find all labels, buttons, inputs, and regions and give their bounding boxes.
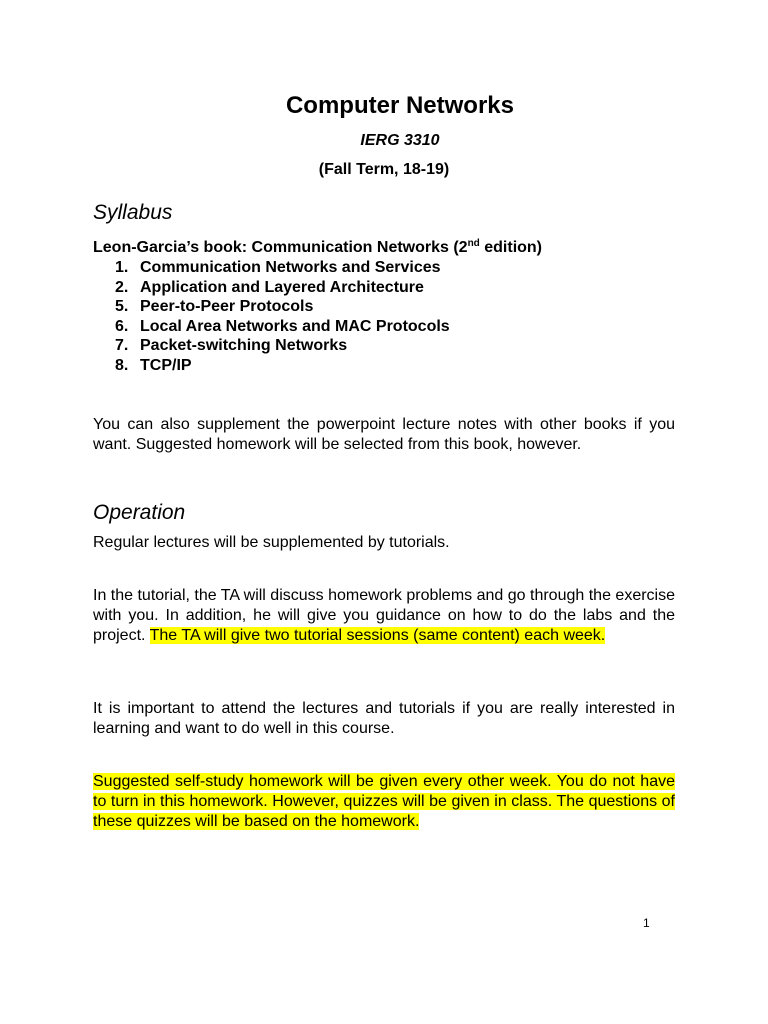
chapter-number: 8. <box>115 356 129 374</box>
list-item <box>115 258 450 278</box>
operation-heading: Operation <box>93 501 186 524</box>
chapter-label: Application and Layered Architecture <box>140 278 424 296</box>
chapter-list <box>115 258 450 375</box>
list-item <box>115 297 450 317</box>
term-label: (Fall Term, 18-19) <box>318 161 450 178</box>
chapter-number: 1. <box>115 259 129 276</box>
chapter-label: TCP/IP <box>140 356 192 374</box>
chapter-number: 2. <box>115 278 129 296</box>
operation-paragraph-2 <box>93 586 675 646</box>
chapter-label: Packet-switching Networks <box>140 337 348 354</box>
textbook-edition: edition) <box>479 239 543 256</box>
syllabus-note: You can also supplement the powerpoint lecture notes with other books if you want. Suggested homework will be selected from this book, however. <box>93 416 675 453</box>
operation-paragraph-4 <box>93 772 675 832</box>
document-title: Computer Networks <box>285 92 515 119</box>
chapter-number: 7. <box>115 337 129 354</box>
list-item <box>115 356 450 376</box>
page-number: 1 <box>643 916 650 930</box>
chapter-label: Peer-to-Peer Protocols <box>140 298 314 315</box>
syllabus-heading: Syllabus <box>93 201 173 224</box>
edition-superscript: nd <box>467 238 480 249</box>
chapter-number: 6. <box>115 317 129 335</box>
textbook-line <box>93 238 542 258</box>
operation-paragraph-3: It is important to attend the lectures and tutorials if you are really interested in learning and want to do well in this course. <box>93 700 675 737</box>
list-item <box>115 336 450 356</box>
list-item <box>115 278 450 298</box>
chapter-label: Communication Networks and Services <box>140 259 441 276</box>
operation-paragraph-1: Regular lectures will be supplemented by tutorials. <box>93 534 450 551</box>
highlighted-homework-note: Suggested self-study homework will be given every other week. You do not have to turn in this homework. However, quizzes will be given in class. The questions of these quizzes will be based on the homework. <box>93 773 675 830</box>
textbook-title: Leon-Garcia’s book: Communication Networks (2 <box>93 239 468 256</box>
chapter-number: 5. <box>115 298 129 315</box>
tutorial-description: In the tutorial, the TA will discuss homework problems and go through the exercise with you. In addition, he will give you guidance on how to do the labs and the project. <box>93 587 675 644</box>
chapter-label: Local Area Networks and MAC Protocols <box>140 317 450 335</box>
list-item <box>115 317 450 337</box>
highlighted-tutorial-note: The TA will give two tutorial sessions (same content) each week. <box>149 627 606 644</box>
course-code: IERG 3310 <box>360 132 440 149</box>
